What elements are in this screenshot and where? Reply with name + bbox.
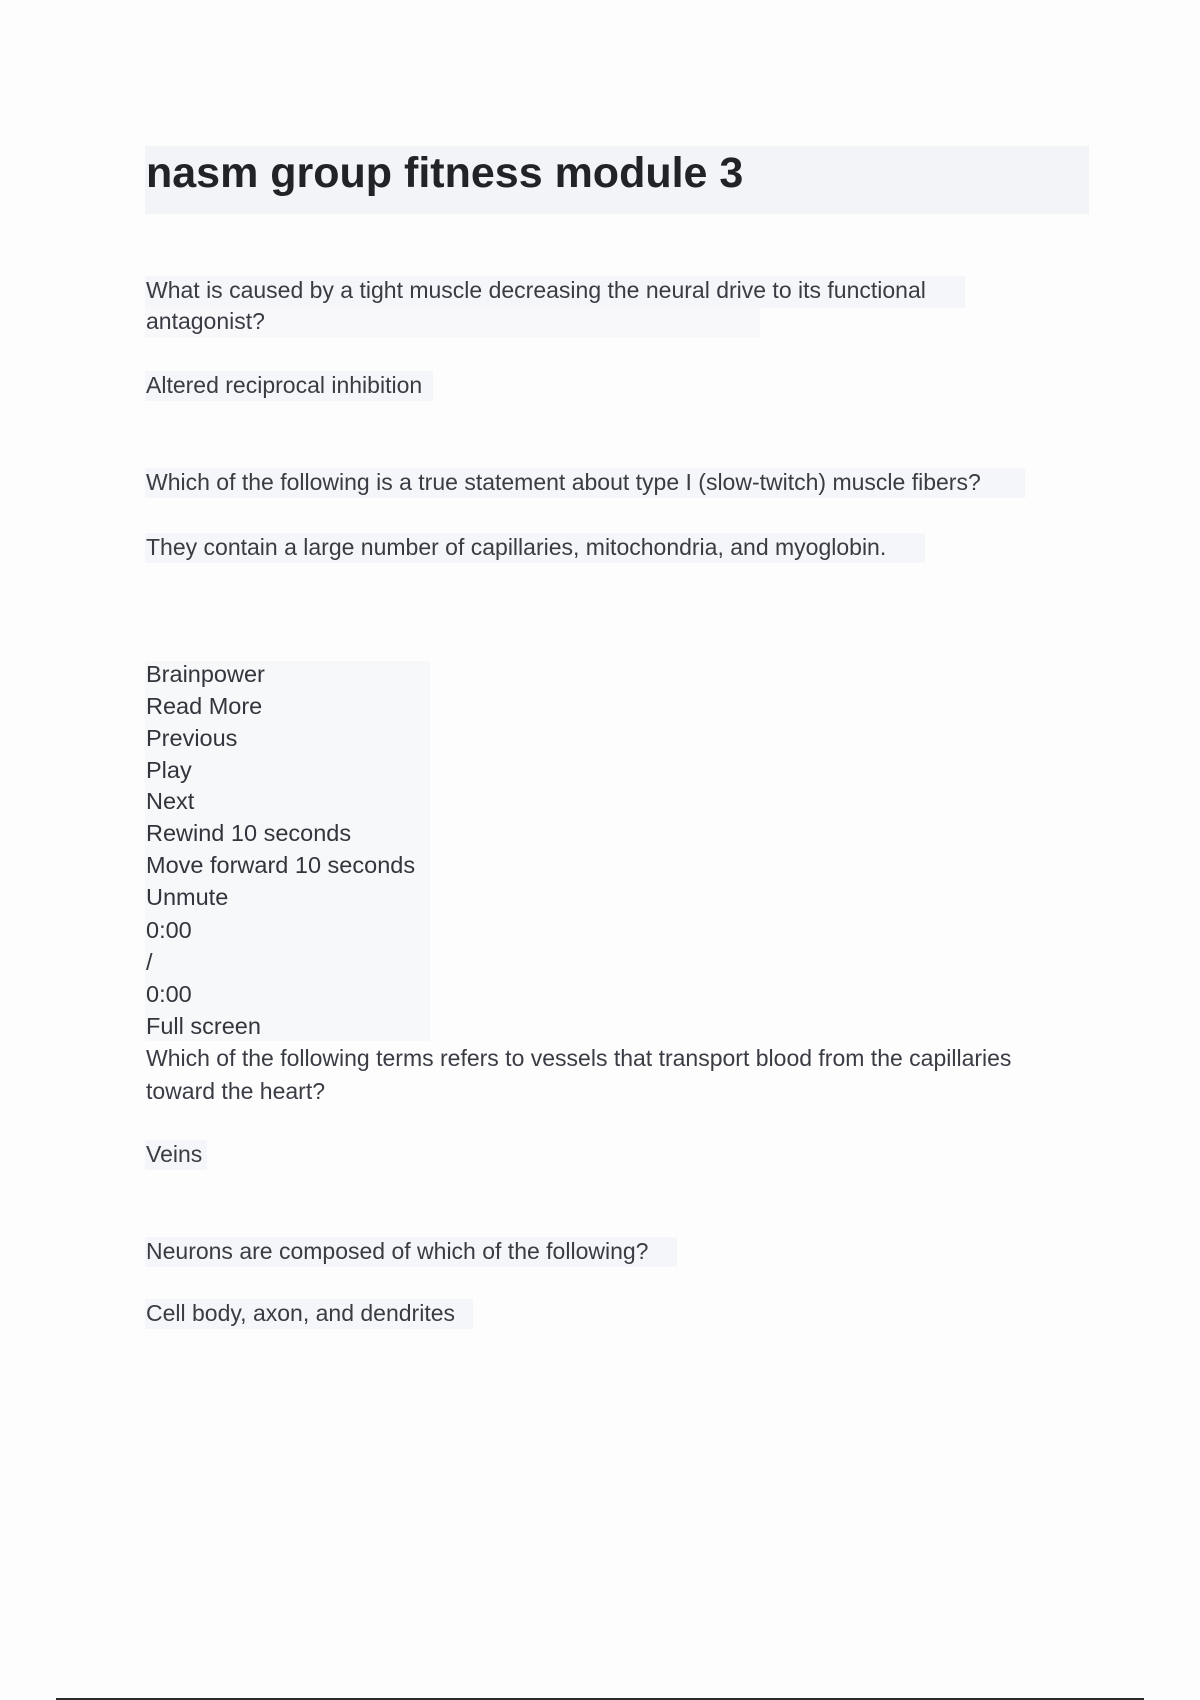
answer-4: Cell body, axon, and dendrites: [146, 1300, 455, 1326]
answer-2: They contain a large number of capillaries, mitochondria, and myoglobin.: [146, 534, 887, 560]
rewind-button[interactable]: Rewind 10 seconds: [146, 820, 352, 846]
page-title: nasm group fitness module 3: [146, 149, 744, 197]
question-3: Which of the following terms refers to vessels that transport blood from the capillaries toward the heart?: [146, 1045, 1012, 1104]
read-more-link[interactable]: Read More: [146, 693, 263, 719]
duration: 0:00: [146, 981, 192, 1007]
play-button[interactable]: Play: [146, 757, 192, 783]
full-screen-button[interactable]: Full screen: [146, 1013, 261, 1039]
forward-button[interactable]: Move forward 10 seconds: [146, 852, 416, 878]
question-1: What is caused by a tight muscle decreasing the neural drive to its functional antagonist?: [146, 277, 926, 334]
answer-1: Altered reciprocal inhibition: [146, 372, 423, 398]
question-4: Neurons are composed of which of the following?: [146, 1238, 649, 1264]
unmute-button[interactable]: Unmute: [146, 884, 229, 910]
current-time: 0:00: [146, 917, 192, 943]
time-separator: /: [146, 949, 153, 975]
next-button[interactable]: Next: [146, 788, 195, 814]
question-2: Which of the following is a true statement about type I (slow-twitch) muscle fibers?: [146, 469, 981, 495]
previous-button[interactable]: Previous: [146, 725, 238, 751]
answer-3: Veins: [146, 1141, 203, 1167]
brand-label: Brainpower: [146, 661, 265, 687]
